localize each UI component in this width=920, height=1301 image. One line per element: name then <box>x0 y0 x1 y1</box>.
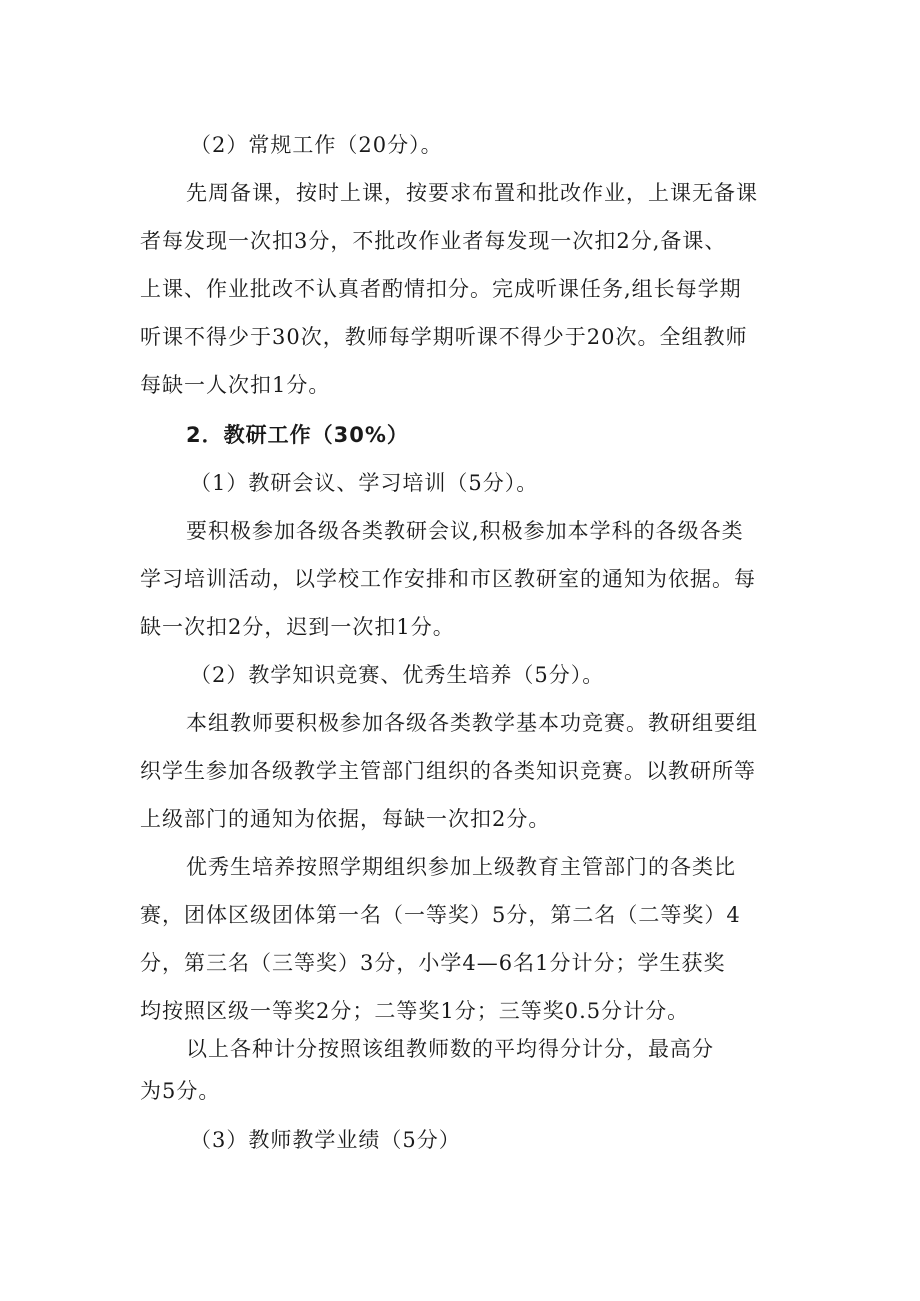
section-heading-teaching-research: 2．教研工作（30%） <box>186 423 409 447</box>
text-line: 均按照区级一等奖2分；二等奖1分；三等奖0.5分计分。 <box>140 999 690 1023</box>
paragraph-scoring-note <box>140 1028 714 1112</box>
text-line: 要积极参加各级各类教研会议,积极参加本学科的各级各类 <box>186 519 744 543</box>
text-line: 赛，团体区级团体第一名（一等奖）5分，第二名（二等奖）4 <box>140 903 741 927</box>
text-line: 缺一次扣2分，迟到一次扣1分。 <box>140 615 455 639</box>
text-line: 听课不得少于30次，教师每学期听课不得少于20次。全组教师 <box>140 325 748 349</box>
text-line: 先周备课，按时上课，按要求布置和批改作业，上课无备课 <box>186 181 758 205</box>
text-line: 以上各种计分按照该组教师数的平均得分计分，最高分 <box>186 1037 714 1061</box>
text-line: 本组教师要积极参加各级各类教学基本功竞赛。教研组要组 <box>186 711 758 735</box>
subsection-heading-routine-work: （2）常规工作（20分）。 <box>190 133 443 157</box>
text-line: 学习培训活动，以学校工作安排和市区教研室的通知为依据。每 <box>140 567 756 591</box>
text-line: 上级部门的通知为依据，每缺一次扣2分。 <box>140 807 551 831</box>
paragraph-competitions <box>140 699 758 843</box>
text-line: 者每发现一次扣3分，不批改作业者每发现一次扣2分,备课、 <box>140 229 727 253</box>
text-line: 为5分。 <box>140 1079 221 1103</box>
text-line: 上课、作业批改不认真者酌情扣分。完成听课任务,组长每学期 <box>140 277 742 301</box>
text-line: 每缺一人次扣1分。 <box>140 373 331 397</box>
text-line: 分，第三名（三等奖）3分，小学4—6名1分计分；学生获奖 <box>140 951 726 975</box>
text-line: 优秀生培养按照学期组织参加上级教育主管部门的各类比 <box>186 855 736 879</box>
paragraph-meetings-training <box>140 507 756 651</box>
subsection-heading-meetings-training: （1）教研会议、学习培训（5分）。 <box>190 471 539 495</box>
subsection-heading-competitions: （2）教学知识竞赛、优秀生培养（5分）。 <box>190 663 605 687</box>
paragraph-routine-work <box>140 169 758 409</box>
subsection-heading-teaching-performance: （3）教师教学业绩（5分） <box>190 1128 461 1152</box>
paragraph-excellent-students <box>140 843 741 1035</box>
text-line: 织学生参加各级教学主管部门组织的各类知识竞赛。以教研所等 <box>140 759 756 783</box>
